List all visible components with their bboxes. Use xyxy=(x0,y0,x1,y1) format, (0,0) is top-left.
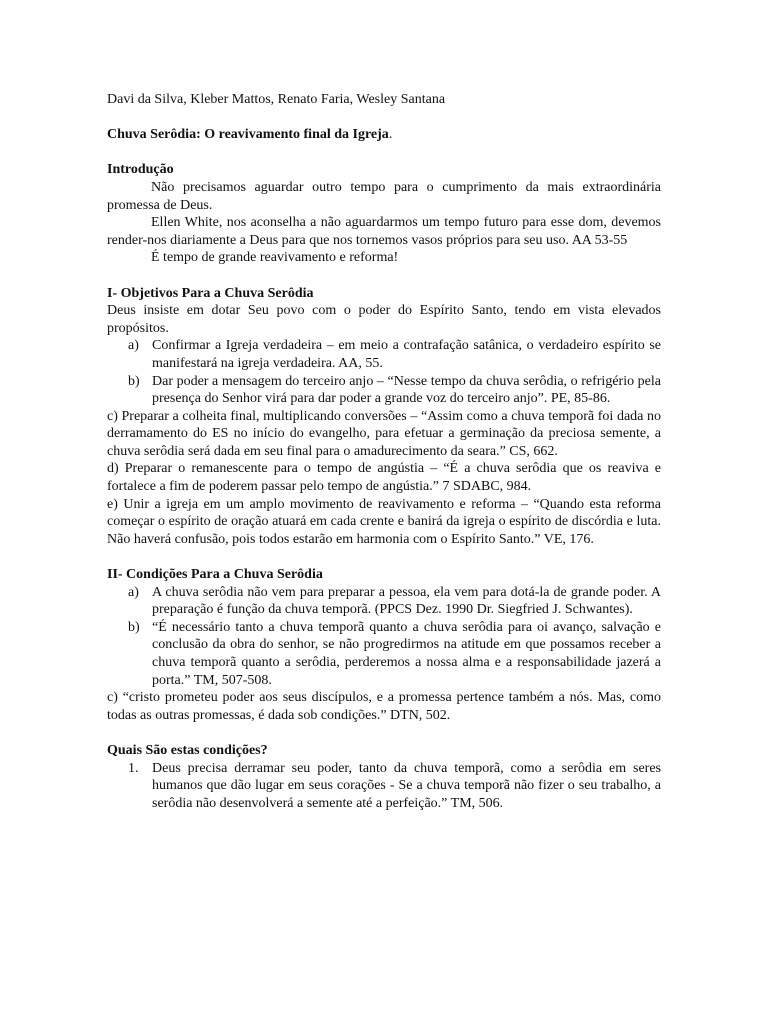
section3-list xyxy=(107,760,661,813)
section1-item-e: e) Unir a igreja em um amplo movimento de reavivamento e reforma – “Quando esta reforma começar o espírito de oração atuará em cada crente e banirá da igreja o espírito de discórdia e luta. Não haverá confusão, pois todos estarão em harmonia com o Espírito Santo.” VE, 176. xyxy=(107,496,661,547)
list-item xyxy=(107,373,661,408)
list-marker: b) xyxy=(128,373,140,389)
intro-paragraph-2: Ellen White, nos aconselha a não aguardarmos um tempo futuro para esse dom, devemos render-nos diariamente a Deus para que nos tornemos vasos próprios para seu uso. AA 53-55 xyxy=(107,215,661,248)
intro-paragraph-3: É tempo de grande reavivamento e reforma! xyxy=(151,250,399,266)
section1-item-c: c) Preparar a colheita final, multiplicando conversões – “Assim como a chuva temporã foi dada no derramamento do ES no início do evangelho, para efetuar a germinação da preciosa semente, a chuva serôdia será dada em seu final para o amadurecimento da seara.” CS, 662. xyxy=(107,408,661,459)
list-marker: a) xyxy=(128,338,139,354)
list-item xyxy=(107,760,661,813)
section3-heading: Quais São estas condições? xyxy=(107,742,268,758)
section1-item-d: d) Preparar o remanescente para o tempo de angústia – “É a chuva serôdia que os reaviva e fortalece a fim de poderem passar pelo tempo de angústia.” 7 SDABC, 984. xyxy=(107,461,661,495)
section2-list xyxy=(107,584,661,690)
document-body xyxy=(107,91,661,812)
document-title-bold: Chuva Serôdia: O reavivamento final da Igreja xyxy=(107,127,389,143)
intro-paragraph-1: Não precisamos aguardar outro tempo para o cumprimento da mais extraordinária promessa de Deus. xyxy=(107,179,661,213)
list-item xyxy=(107,584,661,619)
intro-heading: Introdução xyxy=(107,162,174,178)
section2-heading: II- Condições Para a Chuva Serôdia xyxy=(107,567,323,583)
list-item xyxy=(107,619,661,689)
section1-heading: I- Objetivos Para a Chuva Serôdia xyxy=(107,285,314,301)
list-item xyxy=(107,337,661,372)
list-marker: a) xyxy=(128,584,139,600)
authors-line: Davi da Silva, Kleber Mattos, Renato Faria, Wesley Santana xyxy=(107,92,446,107)
list-item-text: “É necessário tanto a chuva temporã quanto a chuva serôdia para oi avanço, salvação e conclusão da obra do senhor, se não progredirmos na atitude em que possamos receber a chuva temporã quanto a serôdia, perderemos a nossa alma e a responsabilidade jazerá a porta.” TM, 507-508. xyxy=(152,619,661,688)
section1-list xyxy=(107,337,661,407)
document-title xyxy=(107,126,661,144)
list-marker: 1. xyxy=(128,760,139,776)
list-item-text: Deus precisa derramar seu poder, tanto da chuva temporã, como a serôdia em seres humanos que dão lugar em seus corações - Se a chuva temporã não fizer o seu trabalho, a serôdia não desenvolverá a semente até a perfeição.” TM, 506. xyxy=(152,760,661,811)
list-marker: b) xyxy=(128,619,140,635)
section2-item-c: c) “cristo prometeu poder aos seus discípulos, e a promessa pertence também a nós. Mas, como todas as outras promessas, é dada sob condições.” DTN, 502. xyxy=(107,690,661,723)
list-item-text: Dar poder a mensagem do terceiro anjo – “Nesse tempo da chuva serôdia, o refrigério pela presença do Senhor virá para dar poder a grande voz do terceiro anjo”. PE, 85-86. xyxy=(152,373,661,407)
section1-lead: Deus insiste em dotar Seu povo com o poder do Espírito Santo, tendo em vista elevados propósitos. xyxy=(107,303,661,336)
document-title-tail: . xyxy=(388,127,393,143)
list-item-text: A chuva serôdia não vem para preparar a pessoa, ela vem para dotá-la de grande poder. A preparação é função da chuva temporã. (PPCS Dez. 1990 Dr. Siegfried J. Schwantes). xyxy=(152,584,661,618)
list-item-text: Confirmar a Igreja verdadeira – em meio a contrafação satânica, o verdadeiro espírito se manifestará na igreja verdadeira. AA, 55. xyxy=(152,338,661,371)
